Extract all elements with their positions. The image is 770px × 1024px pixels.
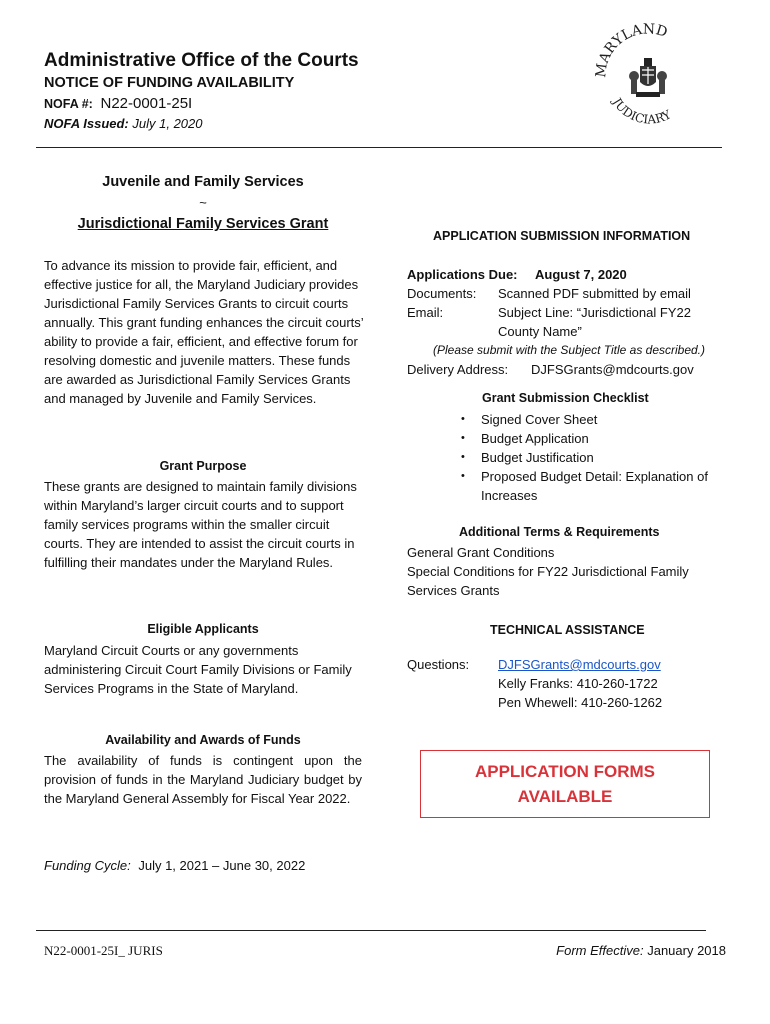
seal-bottom-text: JUDICIARY (609, 95, 674, 127)
tech-email-link[interactable]: DJFSGrants@mdcourts.gov (498, 657, 661, 672)
documents-value: Scanned PDF submitted by email (498, 286, 691, 301)
footer-effective (556, 943, 726, 958)
maryland-judiciary-seal (588, 18, 706, 136)
submission-info (407, 265, 737, 379)
terms-heading: Additional Terms & Requirements (459, 525, 660, 539)
footer-code: N22-0001-25I_ JURIS (44, 943, 163, 958)
coat-of-arms-icon (629, 58, 667, 97)
issued-label: NOFA Issued: (44, 116, 129, 131)
documents-row (407, 284, 737, 303)
tech-info (407, 655, 727, 712)
availability-text: The availability of funds is contingent upon the provision of funds in the Maryland Judiciary budget by the Maryland General Assembly for Fiscal Year 2022. (44, 753, 362, 806)
due-row (407, 265, 737, 284)
purpose-text: These grants are designed to maintain family divisions within Maryland’s larger circuit courts and to support family services programs within the smaller circuit courts. They are intended to assist the circuit courts in fulfilling their mandates under the Maryland Rules. (44, 479, 357, 570)
eligible-heading: Eligible Applicants (147, 622, 259, 636)
forms-line2: AVAILABLE (517, 787, 613, 806)
notice-title: NOTICE OF FUNDING AVAILABILITY (44, 75, 295, 91)
issued-date: July 1, 2020 (132, 116, 203, 131)
bullet-icon: • (461, 451, 465, 463)
forms-line1: APPLICATION FORMS (474, 762, 656, 781)
org-title: Administrative Office of the Courts (44, 50, 359, 71)
application-forms-button[interactable] (420, 750, 710, 818)
seal-top-text: MARYLAND (593, 21, 670, 79)
intro-paragraph: To advance its mission to provide fair, efficient, and effective justice for all, the Maryland Judiciary provides Jurisdictional Family Services Grants to circuit courts annually. This grant funding enhances the circuit courts’ ability to provide a fair, efficient, and effective forum for resolving domestic and juvenile matters. These funds are awarded as Jurisdictional Family Services Grants and managed by Juvenile and Family Services. (44, 258, 364, 406)
funding-cycle (44, 858, 305, 873)
effective-label: Form Effective: (556, 943, 644, 958)
funding-cycle-value: July 1, 2021 – June 30, 2022 (138, 858, 306, 873)
nofa-number-row (44, 95, 192, 112)
email-label: Email: (407, 305, 444, 320)
terms-special: Special Conditions for FY22 Jurisdictional Family Services Grants (407, 564, 689, 598)
seal-graphic (588, 18, 706, 136)
header-divider (36, 147, 722, 148)
delivery-label: Delivery Address: (407, 362, 509, 377)
terms-general: General Grant Conditions (407, 545, 555, 560)
due-value: August 7, 2020 (535, 267, 627, 282)
eligible-text: Maryland Circuit Courts or any governments administering Circuit Court Family Divisions or Family Services Programs in the State of Maryland. (44, 643, 352, 696)
list-item: • Signed Cover Sheet (461, 412, 598, 427)
due-label: Applications Due: (407, 267, 518, 282)
bullet-icon: • (461, 413, 465, 425)
tech-heading: TECHNICAL ASSISTANCE (490, 623, 645, 637)
list-item: • Budget Justification (461, 450, 594, 465)
footer-divider (36, 930, 706, 931)
email-value: Subject Line: “Jurisdictional FY22 County Name” (498, 305, 691, 339)
list-item: • Proposed Budget Detail: Explanation of Increases (461, 469, 708, 503)
terms-list (407, 543, 717, 600)
submission-note: (Please submit with the Subject Title as described.) (433, 343, 706, 357)
bullet-icon: • (461, 470, 465, 482)
email-row (407, 303, 737, 341)
list-item: • Budget Application (461, 431, 589, 446)
purpose-heading: Grant Purpose (159, 459, 247, 473)
documents-label: Documents: (407, 286, 477, 301)
checklist-heading: Grant Submission Checklist (482, 391, 649, 405)
delivery-value: DJFSGrants@mdcourts.gov (531, 362, 694, 377)
questions-label: Questions: (407, 657, 470, 672)
program-title: Juvenile and Family Services (102, 174, 304, 190)
contact-kelly: Kelly Franks: 410-260-1722 (498, 676, 658, 691)
contact-pen: Pen Whewell: 410-260-1262 (498, 695, 663, 710)
title-tilde: ~ (199, 195, 207, 210)
checklist (461, 410, 731, 505)
bullet-icon: • (461, 432, 465, 444)
nofa-label: NOFA #: (44, 97, 93, 111)
delivery-row (407, 360, 737, 379)
submission-heading: APPLICATION SUBMISSION INFORMATION (433, 229, 691, 243)
availability-heading: Availability and Awards of Funds (105, 733, 301, 747)
grant-title: Jurisdictional Family Services Grant (77, 216, 329, 232)
nofa-issued-row (44, 116, 203, 131)
nofa-number: N22-0001-25I (100, 95, 193, 112)
effective-value: January 2018 (647, 943, 726, 958)
funding-cycle-label: Funding Cycle: (44, 858, 131, 873)
